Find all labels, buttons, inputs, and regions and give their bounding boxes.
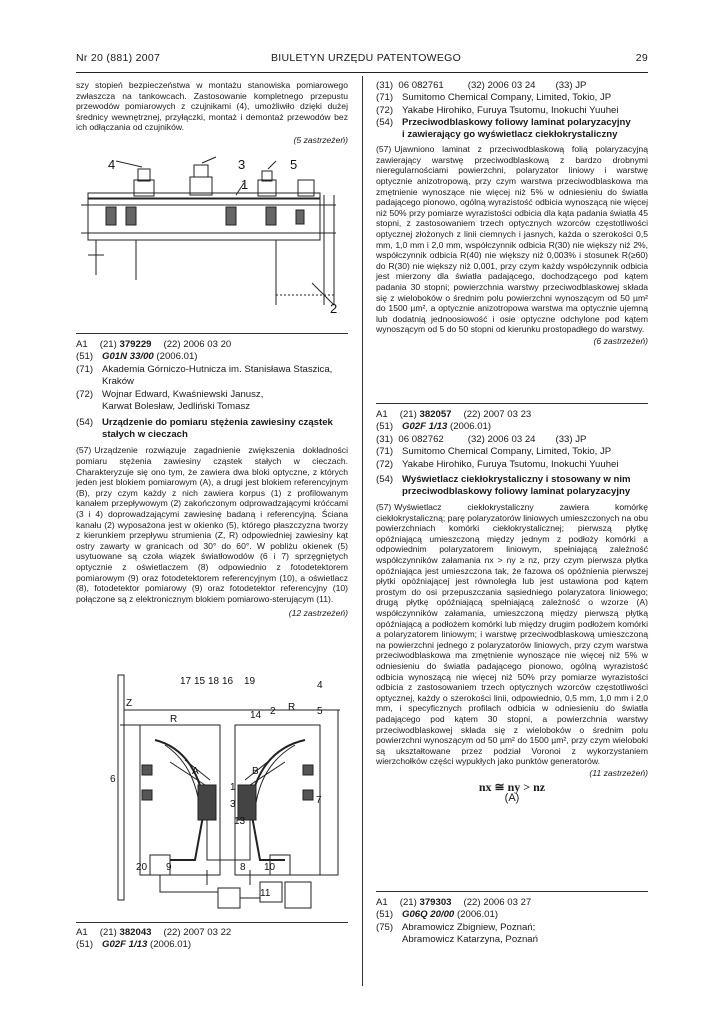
title-2: przeciwodblaskowy foliowy laminat polaryzacyjny <box>402 486 631 498</box>
application-number: 379229 <box>119 339 152 350</box>
application-number: 382057 <box>419 409 452 420</box>
field-72: (72) <box>76 388 94 400</box>
title-2: stałych w cieczach <box>102 429 188 441</box>
field-72: (72) <box>376 104 394 116</box>
entry-separator <box>376 891 648 892</box>
fig2-label-B: B <box>252 766 259 777</box>
title-1: Urządzenie do pomiaru stężenia zawiesiny cząstek <box>102 417 333 429</box>
applicant-name: Sumitomo Chemical Company, Limited, Tokio, JP <box>402 92 612 104</box>
fig2-label-15: 15 <box>194 676 206 687</box>
filing-date: 2007 03 22 <box>183 927 232 938</box>
field-75: (75) <box>376 921 394 933</box>
field-51: (51) <box>76 939 94 951</box>
inventors-line <box>376 459 648 471</box>
inventors-2: Karwat Bolesław, Jedliński Tomasz <box>102 401 251 413</box>
field-22: (22) <box>163 339 181 350</box>
abstract-text: Wyświetlacz ciekłokrystaliczny zawiera komórkę ciekłokrystaliczną; parę polaryzatorów liniowych umieszczonych na obu powierzchniach komórki ciekłokrystalicznej; pierwszą płytkę opóźniającą umieszczoną między jednym z podłoży komórki a odpowiednim polaryzatorem liniowym, spełniającą zależność współczynników załamania nx > ny ≥ nz, przy czym pierwsza płytka opóźniająca jest umieszczona tak, że fazowa oś opóźnienia pierwszej płytki opóźniającej jest równoległa lub jest ustawiona pod kątem prostym do osi przepuszczania sąsiedniego polaryzatora liniowego; drugą płytkę opóźniającą spełniającą zależność o wzorze (A) współczynników załamania, umieszczoną między pierwszą płytką opóźniającą a podłożem komórki lub między drugim podłożem komórki a polaryzatorem liniowym; i warstwę przeciwodblaskową umieszczoną na powierzchni jednego z polaryzatorów liniowych, przy czym warstwa przeciwodblaskowa ma zmętnienie wynoszące nie więcej niż 5% w odniesieniu do światła padającego pionowo, ogólną wyrazistość odbicia wynoszącą nie więcej niż 50% przy pomiarze wyrazistości odbicia z zastosowaniem trzech optycznych wzorców częstotliwości optycznej, każdy o szerokości linii, odpowiednio, 0,5 mm, 1,0 mm i 2,0 mm, i specyficznych profilach odbicia w odniesieniu do światła padającego pod kątem 30 stopni, a powierzchnia warstwy przeciwodblaskowej składa się z wieloboków o średnim polu powierzchni wynoszącym od 50 µm² do 1500 µm², przy czym wieloboki są ukształtowane przez podział Voronoi z wykorzystaniem wierzchołków części wypukłych jako punktów generatorów. <box>376 502 648 767</box>
inventors-line <box>376 105 648 117</box>
page-header <box>76 52 648 68</box>
applicant-line <box>376 446 648 458</box>
inventor-2: Abramowicz Katarzyna, Poznań <box>402 934 538 946</box>
abstract-text: Ujawniono laminat z przeciwodblaskową folią polaryzacyjną zawierający warstwę przeciwodblaskową z bardzo drobnymi nieregularnościami powierzchni, polaryzator liniowy i warstwę optycznie anizotropową, przy czym warstwa przeciwodblaskowa ma zmętnienie wynoszące nie więcej niż 5% w odniesieniu do światła padającego pionowo, ogólną wyrazistość odbicia wynoszącą nie więcej niż 50% przy pomiarze wyrazistości odbicia dla kąta padania światła 45 stopni, z zastosowaniem trzech optycznych wzorców częstotliwości optycznej złożonych z linii ciemnych i jasnych, każda o szerokości 0,5 mm, 1,0 mm i 2,0 mm, współczynnik odbicia R(30) nie większy niż 2%, współczynnik odbicia R(40) nie większy niż 0,003% i stosunek R(≥60) do R(30) nie większy niż 0,001, przy czym każdy współczynnik odbicia jest mierzony dla światła padającego, dochodzącego pod kątem padania 30 stopni; powierzchnia warstwy przeciwodblaskowej składa się z wieloboków o średnim polu powierzchni wynoszącym od 50 µm² do 1500 µm², a optycznie anizotropowa warstwa ma optycznie ujemną lub dodatnią jednoosiowość i osie optyczne odchylone pod kątem wynoszącym od 5 do 50 stopni od kierunku prostopadłego do warstwy. <box>376 144 648 335</box>
field-57: (57) <box>76 445 92 456</box>
entry-id-line <box>76 927 348 939</box>
fig2-label-R2: R <box>288 702 296 713</box>
applicant-name: Akademia Górniczo-Hutnicza im. Stanisława Staszica, <box>102 363 333 375</box>
fig2-label-R1: R <box>170 714 178 725</box>
applicant-city: Kraków <box>102 376 134 388</box>
field-51: (51) <box>376 421 394 433</box>
kind-code: A1 <box>76 339 88 350</box>
ipc-line <box>376 421 648 433</box>
kind-code: A1 <box>376 897 388 908</box>
fig2-label-14: 14 <box>250 710 262 721</box>
priority-number: 06 082762 <box>398 433 444 445</box>
inventors: Yakabe Hirohiko, Furuya Tsutomu, Inokuchi Yuuhei <box>402 104 619 116</box>
fig2-label-20: 20 <box>136 862 148 873</box>
filing-date: 2007 03 23 <box>483 409 532 420</box>
field-32: (32) <box>467 80 485 91</box>
field-51: (51) <box>76 351 94 363</box>
issue-number: Nr 20 (881) 2007 <box>76 52 161 64</box>
priority-country: JP <box>575 433 587 445</box>
application-number: 379303 <box>419 897 452 908</box>
patent-entry-379229 <box>76 339 348 619</box>
figure-optical-device <box>110 670 346 915</box>
entry-id-line <box>76 339 348 351</box>
patent-entry-379303 <box>376 897 648 947</box>
field-57: (57) <box>376 502 392 513</box>
ipc-code: G06Q 20/00 <box>402 909 455 921</box>
field-31: (31) <box>376 80 394 91</box>
fig1-label-4: 4 <box>108 157 116 172</box>
header-rule <box>76 72 648 73</box>
abstract <box>376 502 648 767</box>
field-51: (51) <box>376 909 394 921</box>
field-71: (71) <box>376 92 394 104</box>
patent-entry-382043 <box>76 927 348 952</box>
bulletin-title: BIULETYN URZĘDU PATENTOWEGO <box>271 52 462 64</box>
column-divider <box>362 76 363 986</box>
priority-line <box>376 80 648 92</box>
field-21: (21) <box>99 339 117 350</box>
ipc-line <box>76 351 348 363</box>
right-column <box>376 80 648 347</box>
priority-date: 2006 03 24 <box>487 80 536 91</box>
fig2-label-4: 4 <box>317 680 323 691</box>
field-22: (22) <box>463 409 481 420</box>
abstract-text: Urządzenie rozwiązuje zagadnienie zwiększenia dokładności pomiaru stężenia zawiesiny cząstek stałych w cieczach. Charakteryzuje się ono tym, że zawiera dwa bloki optyczne, z których jeden jest blokiem pomiarowym (A), a drugi jest blokiem referencyjnym (B), przy czym każdy z nich zawiera korpus (1) z profilowanym kanałem przepływowym (2) zakończonym odprowadzającymi króćcami (3 i 4) doprowadzającymi zawiesinę badaną i referencyjną. Ściana kanału (2) wyposażona jest w okienko (5), którego płaszczyzna tworzy z kierunkiem przepływu strumienia (Z, R) odpowiedniej zawiesiny kąt ostry zawarty w granicach od 30° do 60°. W pobliżu okienek (5) usytuowane są czoła wiązek światłowodów (6 i 7) sprzęgniętych optycznie z oświetlaczem (8) odpowiednio z fotodetektorem pomiarowym (9) oraz fotodetektorem referencyjnym (10), a oświetlacz (8), fotodetektor pomiarowy (9) oraz fotodetektor referencyjny (10) połączone są z elektronicznym blokiem pomiarowo-sterującym (11). <box>76 445 348 604</box>
formula: nx ≅ ny > nz <box>478 780 546 795</box>
ipc-code: G02F 1/13 <box>402 421 448 433</box>
entry-id-line <box>376 897 648 909</box>
field-57: (57) <box>376 144 392 155</box>
field-21: (21) <box>399 409 417 420</box>
claims-count: (11 zastrzeżeń) <box>589 767 648 778</box>
field-33: (33) <box>555 433 573 445</box>
claims-count: (5 zastrzeżeń) <box>293 134 348 145</box>
patent-entry-382057 <box>376 409 648 804</box>
fig2-label-A: A <box>192 766 199 777</box>
fig2-label-13: 13 <box>234 816 246 827</box>
ipc-line <box>76 939 348 951</box>
fig2-label-11: 11 <box>260 888 271 899</box>
left-column <box>76 80 348 146</box>
title-line <box>76 417 348 441</box>
filing-date: 2006 03 27 <box>483 897 532 908</box>
inventors: Yakabe Hirohiko, Furuya Tsutomu, Inokuchi Yuuhei <box>402 458 619 470</box>
kind-code: A1 <box>376 409 388 420</box>
field-22: (22) <box>463 897 481 908</box>
claims-count: (12 zastrzeżeń) <box>288 608 348 619</box>
fig2-label-19: 19 <box>244 676 256 687</box>
priority-date: 2006 03 24 <box>487 433 536 445</box>
fig2-label-Z: Z <box>126 698 133 709</box>
entry-separator <box>76 922 348 923</box>
page-number: 29 <box>635 52 648 64</box>
inventors-1: Wojnar Edward, Kwaśniewski Janusz, <box>102 388 264 400</box>
field-33: (33) <box>555 80 573 91</box>
applicant-name: Sumitomo Chemical Company, Limited, Tokio, JP <box>402 446 612 458</box>
ipc-year: (2006.01) <box>156 351 198 363</box>
fig2-label-18: 18 <box>208 676 220 687</box>
priority-country: JP <box>575 80 587 91</box>
ipc-code: G01N 33/00 <box>102 351 154 363</box>
ipc-year: (2006.01) <box>450 421 492 433</box>
claims-count: (6 zastrzeżeń) <box>593 335 648 346</box>
fig2-label-7: 7 <box>316 795 322 806</box>
fig2-label-1: 1 <box>230 782 236 793</box>
ipc-line <box>376 909 648 921</box>
field-71: (71) <box>76 363 94 375</box>
formula-label: (A) <box>504 792 520 805</box>
fig2-label-17: 17 <box>180 676 192 687</box>
field-21: (21) <box>99 927 117 938</box>
title-1: Przeciwodblaskowy foliowy laminat polaryzacyjny <box>402 117 631 129</box>
fig2-label-9: 9 <box>166 862 172 873</box>
ipc-year: (2006.01) <box>456 909 499 921</box>
priority-number: 06 082761 <box>398 80 444 91</box>
field-71: (71) <box>376 446 394 458</box>
fig1-label-1: 1 <box>241 177 249 192</box>
fig2-label-10: 10 <box>264 862 276 873</box>
fig2-label-5: 5 <box>317 706 323 717</box>
title-line <box>376 474 648 498</box>
inventor-1: Abramowicz Zbigniew, Poznań; <box>402 921 536 933</box>
applicant-line <box>76 364 348 389</box>
field-31: (31) <box>376 433 394 445</box>
ipc-year: (2006.01) <box>150 939 192 951</box>
title-line <box>376 117 648 141</box>
figure-measurement-station <box>76 155 348 325</box>
field-54: (54) <box>76 417 94 429</box>
fig2-label-3: 3 <box>230 799 236 810</box>
abstract <box>376 144 648 335</box>
applicant-line <box>376 92 648 104</box>
fig2-label-2: 2 <box>270 706 276 717</box>
title-1: Wyświetlacz ciekłokrystaliczny i stosowany w nim <box>402 474 631 486</box>
inventors-line <box>76 389 348 414</box>
kind-code: A1 <box>76 927 88 938</box>
fig1-label-2: 2 <box>330 301 338 316</box>
application-number: 382043 <box>119 927 152 938</box>
filing-date: 2006 03 20 <box>183 339 232 350</box>
entry-separator <box>376 403 648 404</box>
field-54: (54) <box>376 117 394 129</box>
field-72: (72) <box>376 458 394 470</box>
field-54: (54) <box>376 474 394 486</box>
fig1-label-3: 3 <box>238 157 246 172</box>
priority-line <box>376 434 648 446</box>
entry-id-line <box>376 409 648 421</box>
intro-paragraph: szy stopień bezpieczeństwa w montażu stanowiska pomiarowego zwłaszcza na tankowcach. Zastosowanie kompletnego przepustu przewodów pomiarowych z czujnikami (4), umożliwiło dzięki dużej średnicy wewnętrznej, przyłączki, montaż i demontaż przewodów bez ich odłączania od czujników. <box>76 80 348 133</box>
entry-separator <box>76 333 348 334</box>
field-21: (21) <box>399 897 417 908</box>
fig2-label-6: 6 <box>110 774 116 785</box>
field-32: (32) <box>467 433 485 445</box>
field-22: (22) <box>163 927 181 938</box>
title-2: i zawierający go wyświetlacz ciekłokrystaliczny <box>402 129 618 141</box>
abstract <box>76 445 348 604</box>
fig2-label-8: 8 <box>240 862 246 873</box>
fig1-label-5: 5 <box>290 157 298 172</box>
fig2-label-16: 16 <box>222 676 234 687</box>
inventors-line <box>376 922 648 947</box>
ipc-code: G02F 1/13 <box>102 939 148 951</box>
